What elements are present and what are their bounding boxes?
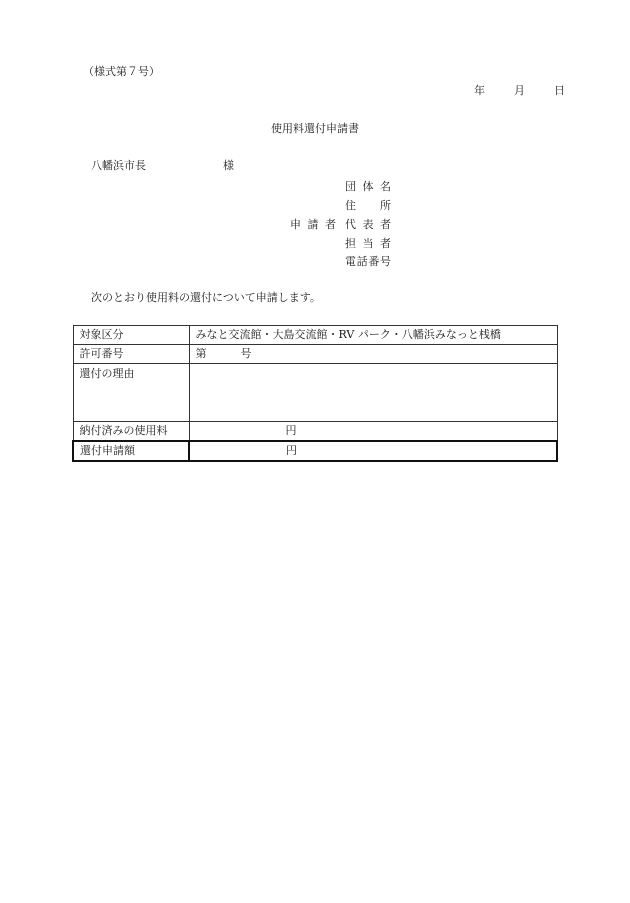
applicant-field-label: 団 体 名 bbox=[345, 180, 391, 193]
paid-fee-unit: 円 bbox=[285, 424, 297, 437]
document-title: 使用料還付申請書 bbox=[271, 122, 359, 135]
applicant-field-label: 担 当 者 bbox=[345, 237, 391, 250]
table-row bbox=[73, 345, 557, 364]
row-label-target: 対象区分 bbox=[73, 326, 189, 345]
applicant-field-label: 代 表 者 bbox=[345, 218, 391, 231]
target-value: みなと交流館・大島交流館・RV パーク・八幡浜みなっと桟橋 bbox=[189, 326, 557, 345]
date-day-label: 日 bbox=[554, 84, 565, 97]
paid-fee-cell[interactable] bbox=[189, 422, 557, 442]
table-row bbox=[73, 422, 557, 442]
table-row bbox=[73, 441, 557, 461]
applicant-row-phone bbox=[0, 253, 630, 267]
table-row bbox=[73, 326, 557, 345]
applicant-row-group-name bbox=[0, 178, 630, 192]
row-label-paid-fee: 納付済みの使用料 bbox=[73, 422, 189, 442]
date-line bbox=[474, 84, 565, 98]
intro-text: 次のとおり使用料の還付について申請します。 bbox=[91, 291, 321, 304]
applicant-field-label: 住 所 bbox=[345, 199, 391, 212]
applicant-group-label: 申 請 者 bbox=[290, 218, 336, 231]
form-number: （様式第７号） bbox=[83, 65, 160, 78]
permit-suffix: 号 bbox=[240, 347, 252, 360]
reason-cell[interactable] bbox=[189, 364, 557, 422]
date-year-label: 年 bbox=[474, 84, 485, 97]
refund-table bbox=[72, 325, 558, 462]
applicant-row-address bbox=[0, 197, 630, 211]
applicant-field-label: 電話番号 bbox=[345, 255, 391, 268]
applicant-row-contact-person bbox=[0, 235, 630, 249]
permit-number-cell[interactable] bbox=[189, 345, 557, 364]
addressee-name: 八幡浜市長 bbox=[91, 159, 146, 172]
date-month-label: 月 bbox=[514, 84, 525, 97]
applicant-row-representative bbox=[0, 216, 630, 230]
permit-prefix: 第 bbox=[195, 347, 207, 360]
refund-amount-cell[interactable] bbox=[189, 441, 557, 461]
table-row bbox=[73, 364, 557, 422]
row-label-permit-number: 許可番号 bbox=[73, 345, 189, 364]
addressee-honorific: 様 bbox=[223, 159, 234, 172]
refund-amount-unit: 円 bbox=[286, 444, 297, 457]
row-label-refund-amount: 還付申請額 bbox=[73, 441, 189, 461]
row-label-reason: 還付の理由 bbox=[73, 364, 189, 422]
